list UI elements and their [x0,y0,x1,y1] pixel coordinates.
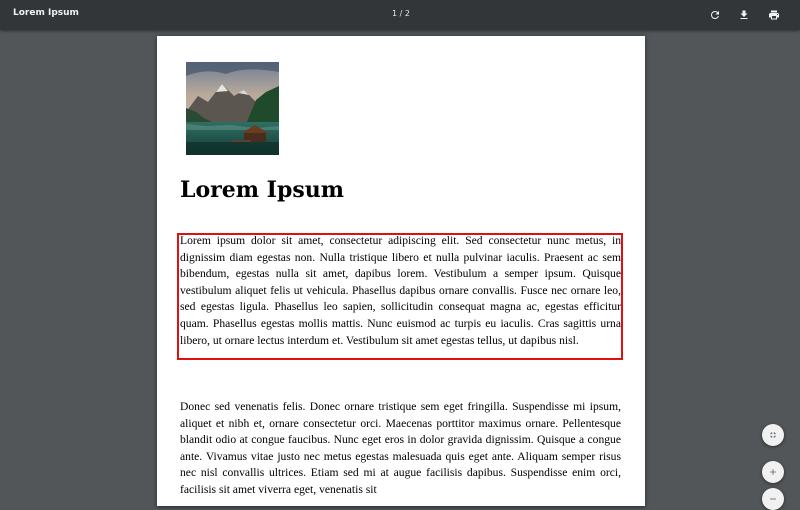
selection-highlight-box [177,233,623,360]
zoom-out-button[interactable] [762,488,784,510]
rotate-button[interactable] [705,5,725,25]
rotate-icon [709,9,721,21]
fit-to-page-button[interactable] [762,424,784,446]
paragraph-2: Donec sed venenatis felis. Donec ornare tristique sem eget fringilla. Suspendisse mi ipsum, aliquet et nibh et, ornare consectetur orci. Maecenas porttitor maximus ornare. Pellentesque blandit odio at congue faucibus. Nunc eget eros in dolor gravida dignissim. Quisque a congue ante. Vivamus vitae justo nec metus egestas malesuada quis eget ante. Aliquam semper risus nec nisl convallis ultrices. Etiam sed mi at augue facilisis dapibus. Suspendisse enim orci, facilisis sit amet viverra eget, venenatis sit [180,400,621,496]
pdf-page [157,36,645,506]
page-indicator: 1 / 2 [392,9,410,18]
pdf-toolbar [0,0,800,30]
download-button[interactable] [734,5,754,25]
zoom-in-icon [768,467,778,477]
download-icon [738,9,750,21]
zoom-out-icon [768,494,778,504]
paragraph-1: Lorem ipsum dolor sit amet, consectetur adipiscing elit. Sed consectetur nunc metus, in dignissim diam egestas non. Nulla tristique libero et nulla pulvinar iaculis. Praesent ac sem bibendum, egestas nulla sit amet, dapibus lorem. Vestibulum a semper ipsum. Quisque vestibulum aliquet felis ut vehicula. Phasellus dapibus ornare convallis. Fusce nec ornare leo, sed egestas ligula. Phasellus leo sapien, sollicitudin consequat magna ac, egestas efficitur quam. Phasellus egestas mollis mattis. Nunc euismod ac turpis eu iaculis. Cras sagittis urna libero, ut ornare lectus interdum et. Vestibulum sit amet egestas tellus, ut dapibus nisl. [180,234,621,347]
print-button[interactable] [764,5,784,25]
print-icon [768,9,780,21]
landscape-photo [186,62,279,155]
fit-to-page-icon [768,430,778,440]
zoom-in-button[interactable] [762,461,784,483]
document-heading: Lorem Ipsum [180,177,345,203]
document-title: Lorem Ipsum [13,8,79,18]
